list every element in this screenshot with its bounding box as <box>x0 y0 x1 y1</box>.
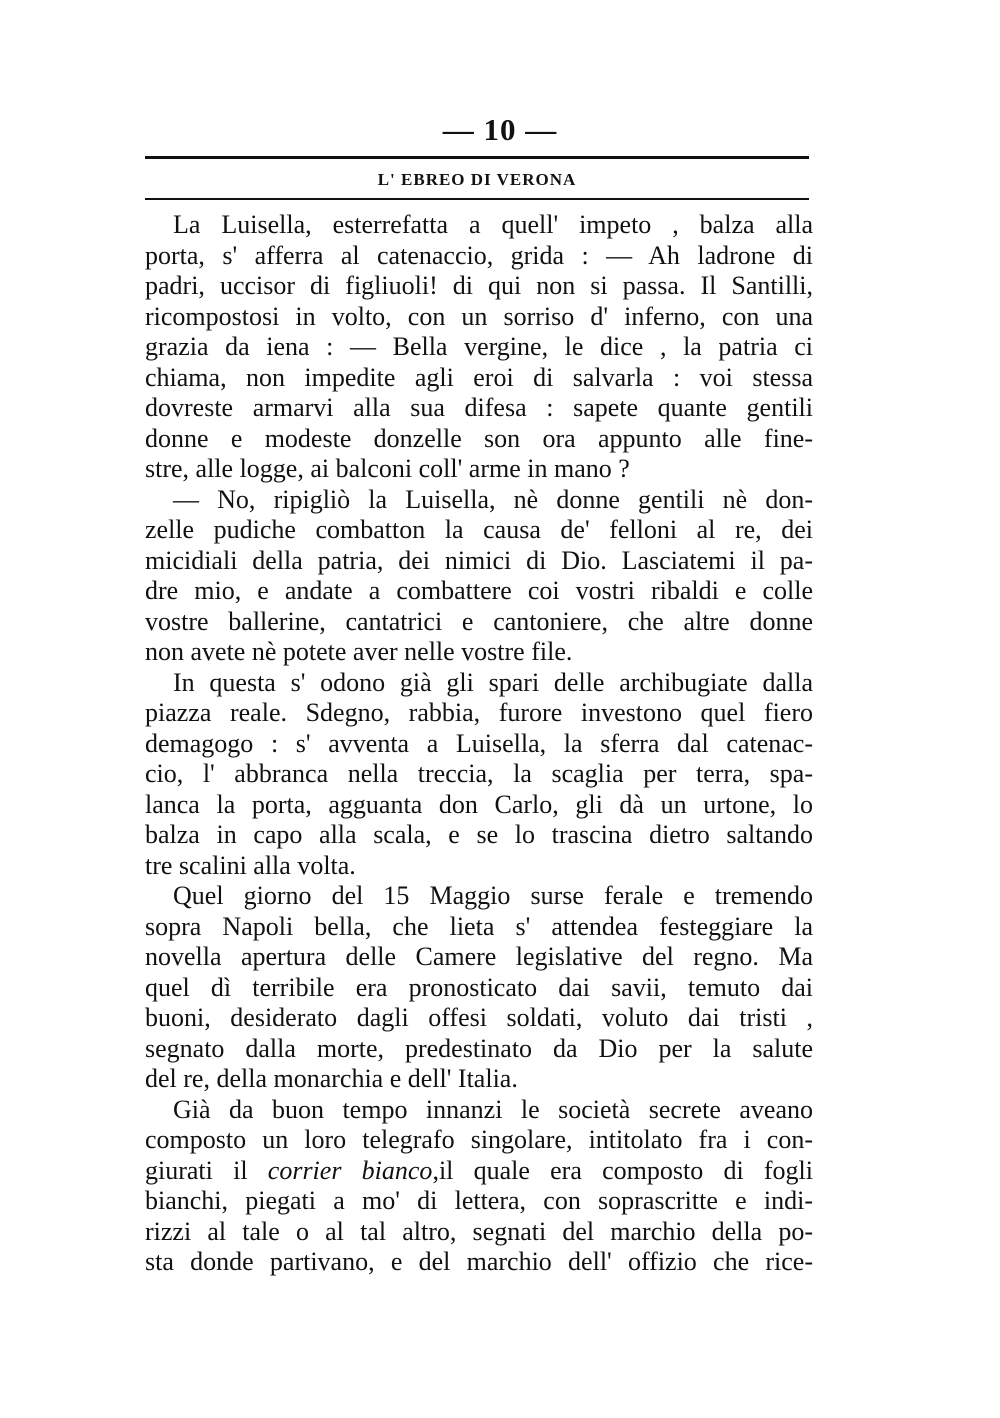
page-number: — 10 — <box>442 112 558 147</box>
text-line: vostre ballerine, cantatrici e cantoniere, che altre donne <box>145 606 813 636</box>
text-segment: giurati il <box>145 1155 268 1185</box>
text-line <box>145 1156 813 1187</box>
text-line: composto un loro telegrafo singolare, intitolato fra i con- <box>145 1125 813 1154</box>
text-line: porta, s' afferra al catenaccio, grida : — Ah ladrone di <box>145 240 813 270</box>
text-line: lanca la porta, agguanta don Carlo, gli dà un urtone, lo <box>145 789 813 819</box>
text-line: cio, l' abbranca nella treccia, la scaglia per terra, spa- <box>145 759 813 788</box>
text-line: Quel giorno del 15 Maggio surse ferale e tremendo <box>173 881 813 910</box>
body-text <box>145 210 813 1278</box>
text-line: La Luisella, esterrefatta a quell' impeto , balza alla <box>173 210 813 239</box>
running-title: L' EBREO DI VERONA <box>377 170 577 189</box>
text-line: padri, uccisor di figliuoli! di qui non si passa. Il Santilli, <box>145 271 813 300</box>
text-line: grazia da iena : — Bella vergine, le dice , la patria ci <box>145 332 813 361</box>
text-line: Già da buon tempo innanzi le società secrete aveano <box>173 1094 813 1124</box>
text-line: demagogo : s' avventa a Luisella, la sferra dal catenac- <box>145 728 813 758</box>
text-line: stre, alle logge, ai balconi coll' arme in mano ? <box>145 454 630 483</box>
text-line: dre mio, e andate a combattere coi vostri ribaldi e colle <box>145 576 813 605</box>
italic-term: corrier bianco <box>267 1155 433 1185</box>
text-line: dovreste armarvi alla sua difesa : sapete quante gentili <box>145 393 813 422</box>
header-rule-bottom <box>145 198 809 200</box>
text-line: In questa s' odono già gli spari delle archibugiate dalla <box>173 667 813 697</box>
text-segment: ,il quale era composto di fogli <box>432 1155 813 1185</box>
text-line: novella apertura delle Camere legislative del regno. Ma <box>145 942 813 971</box>
text-line: balza in capo alla scala, e se lo trascina dietro saltando <box>145 820 813 849</box>
text-line: ricompostosi in volto, con un sorriso d' inferno, con una <box>145 301 813 331</box>
text-line: zelle pudiche combatton la causa de' felloni al re, dei <box>145 515 813 544</box>
text-line: rizzi al tale o al tal altro, segnati del marchio della po- <box>145 1216 813 1246</box>
text-line: non avete nè potete aver nelle vostre file. <box>145 637 573 666</box>
text-line: piazza reale. Sdegno, rabbia, furore investono quel fiero <box>145 698 813 727</box>
text-line: buoni, desiderato dagli offesi soldati, voluto dai tristi , <box>145 1003 813 1032</box>
text-line: segnato dalla morte, predestinato da Dio per la salute <box>145 1033 813 1063</box>
text-line: — No, ripigliò la Luisella, nè donne gentili nè don- <box>173 484 813 514</box>
text-line: chiama, non impedite agli eroi di salvarla : voi stessa <box>145 362 813 392</box>
text-line: sopra Napoli bella, che lieta s' attendea festeggiare la <box>145 911 813 941</box>
text-line: bianchi, piegati a mo' di lettera, con soprascritte e indi- <box>145 1186 813 1215</box>
text-line: sta donde partivano, e del marchio dell' offizio che rice- <box>145 1247 813 1276</box>
text-line: micidiali della patria, dei nimici di Dio. Lasciatemi il pa- <box>145 545 813 575</box>
text-line: donne e modeste donzelle son ora appunto alle fine- <box>145 423 813 453</box>
text-line: tre scalini alla volta. <box>145 850 356 880</box>
text-line: quel dì terribile era pronosticato dai savii, temuto dai <box>145 972 813 1002</box>
text-line: del re, della monarchia e dell' Italia. <box>145 1064 518 1093</box>
header-rule-top <box>145 156 809 159</box>
